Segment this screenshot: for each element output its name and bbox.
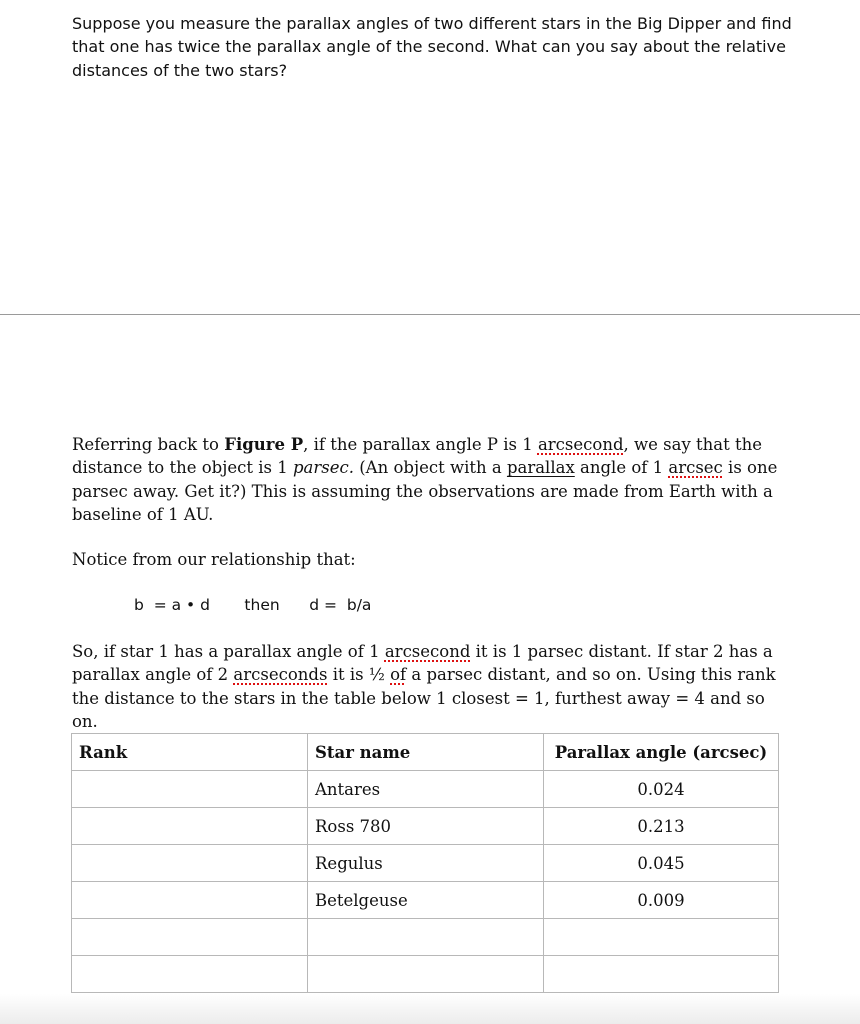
paragraph-parsec-definition: Referring back to Figure P, if the parallax angle P is 1 arcsecond, we say that the distance to the object is 1 parsec. (An object with a parallax angle of 1 arcsec is one parsec away. Get it?) This is assuming the observations are made from Earth with a baseline of 1 AU. <box>72 435 778 524</box>
parallax-cell: 0.024 <box>544 771 779 808</box>
table-row <box>72 882 779 919</box>
parsec-term: parsec. <box>292 458 354 478</box>
star-name-cell: Antares <box>308 771 544 808</box>
star-parallax-table <box>71 733 779 993</box>
page-bottom-shadow <box>0 994 860 1024</box>
spellcheck-word: of <box>390 665 407 685</box>
figure-reference: Figure P <box>224 435 304 454</box>
spellcheck-word: arcsec <box>668 458 723 478</box>
star-name-cell: Ross 780 <box>308 808 544 845</box>
table-row <box>72 808 779 845</box>
parallax-cell: 0.213 <box>544 808 779 845</box>
distance-formula: b = a • d then d = b/a <box>134 596 372 614</box>
star-name-cell[interactable] <box>308 956 544 993</box>
page-divider <box>0 314 860 315</box>
question-parallax-two-stars: Suppose you measure the parallax angles of two different stars in the Big Dipper and find that one has twice the parallax angle of the second. What can you say about the relative distances of the two stars? <box>72 14 792 80</box>
star-name-cell[interactable] <box>308 919 544 956</box>
table-row <box>72 771 779 808</box>
parallax-cell[interactable] <box>544 956 779 993</box>
table-row <box>72 919 779 956</box>
paragraph-ranking-instructions: So, if star 1 has a parallax angle of 1 arcsecond it is 1 parsec distant. If star 2 has a parallax angle of 2 arcseconds it is ½ of a parsec distant, and so on. Using this rank the distance to the stars in the table below 1 closest = 1, furthest away = 4 and so on. <box>72 642 776 731</box>
parallax-cell: 0.045 <box>544 845 779 882</box>
rank-cell[interactable] <box>72 882 308 919</box>
header-parallax-angle: Parallax angle (arcsec) <box>544 734 779 771</box>
table-row <box>72 956 779 993</box>
parallax-cell[interactable] <box>544 919 779 956</box>
underlined-word: parallax <box>506 458 575 478</box>
header-star-name: Star name <box>308 734 544 771</box>
spellcheck-word: arcseconds <box>233 665 328 685</box>
star-name-cell: Betelgeuse <box>308 882 544 919</box>
spellcheck-word: arcsecond <box>537 435 624 454</box>
table-header-row <box>72 734 779 771</box>
rank-cell[interactable] <box>72 845 308 882</box>
rank-cell[interactable] <box>72 919 308 956</box>
paragraph-relationship-intro: Notice from our relationship that: <box>72 550 356 569</box>
rank-cell[interactable] <box>72 808 308 845</box>
parallax-cell: 0.009 <box>544 882 779 919</box>
rank-cell[interactable] <box>72 956 308 993</box>
star-name-cell: Regulus <box>308 845 544 882</box>
header-rank: Rank <box>72 734 308 771</box>
rank-cell[interactable] <box>72 771 308 808</box>
spellcheck-word: arcsecond <box>384 642 471 661</box>
table-row <box>72 845 779 882</box>
